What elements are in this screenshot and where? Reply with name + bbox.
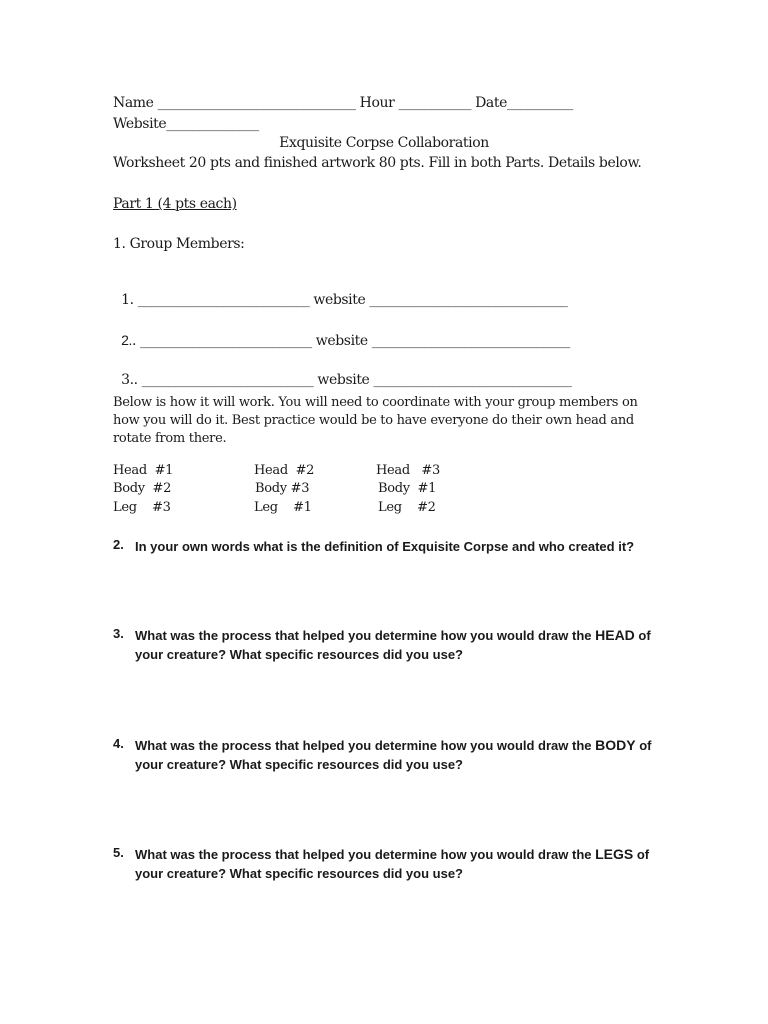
member-line-1-text: 1. __________________________ website ______________________________ [121, 292, 568, 308]
worksheet-subtitle: Worksheet 20 pts and finished artwork 80 pts. Fill in both Parts. Details below. [113, 155, 642, 171]
instructions-paragraph: Below is how it will work. You will need to coordinate with your group members on how you will do it. Best practice would be to have everyone do their own head and rotate from there. [113, 395, 638, 446]
question-text: What was the process that helped you determine how you would draw the LEGS of your creature? What specific resources did you use? [135, 846, 650, 881]
question-number: 4. [113, 736, 124, 751]
website-line: Website______________ [113, 116, 259, 132]
rotation-cell: Body #3 [255, 481, 310, 496]
rotation-cell: Head #3 [376, 463, 440, 478]
question-text: In your own words what is the definition of Exquisite Corpse and who created it? [135, 539, 635, 554]
member-line-3-text: . __________________________ website ______________________________ [133, 372, 572, 388]
member-number-2: 2. [121, 332, 132, 348]
member-line-2 [113, 316, 570, 349]
rotation-cell: Leg #3 [113, 500, 171, 515]
rotation-cell: Leg #1 [254, 500, 312, 515]
member-number-3: 3. [121, 372, 134, 388]
member-line-2-text: . __________________________ website ______________________________ [132, 333, 570, 349]
name-hour-date-line: Name ______________________________ Hour ___________ Date__________ [113, 95, 573, 111]
member-line-1 [113, 276, 567, 308]
rotation-cell: Head #1 [113, 463, 174, 478]
rotation-cell: Head #2 [254, 463, 315, 478]
rotation-cell: Body #1 [378, 481, 437, 496]
question-number: 5. [113, 845, 124, 860]
rotation-cell: Body #2 [113, 481, 172, 496]
question-text: What was the process that helped you determine how you would draw the BODY of your creature? What specific resources did you use? [135, 737, 652, 772]
member-line-3 [113, 356, 571, 388]
worksheet-title: Exquisite Corpse Collaboration [279, 135, 489, 151]
question-number: 3. [113, 626, 124, 641]
group-members-label: 1. Group Members: [113, 236, 245, 252]
question-number: 2. [113, 537, 124, 552]
part1-heading: Part 1 (4 pts each) [113, 196, 237, 212]
rotation-cell: Leg #2 [378, 500, 436, 515]
question-text: What was the process that helped you determine how you would draw the HEAD of your creature? What specific resources did you use? [135, 627, 651, 662]
